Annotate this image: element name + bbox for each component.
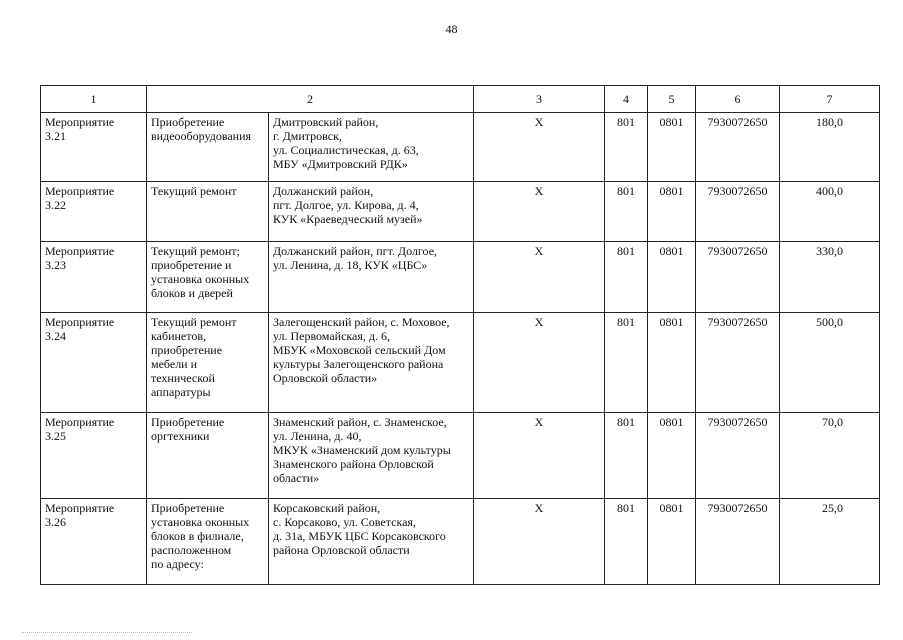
location-cell: Дмитровский район, г. Дмитровск, ул. Социалистическая, д. 63, МБУ «Дмитровский РДК»: [269, 113, 474, 182]
table-row: [41, 113, 880, 182]
event-cell: Мероприятие 3.21: [41, 113, 147, 182]
page-number: 48: [445, 22, 458, 36]
description-cell: Текущий ремонт кабинетов, приобретение мебели и технической аппаратуры: [147, 313, 269, 413]
col6-cell: 7930072650: [696, 182, 780, 242]
col4-cell: 801: [605, 413, 648, 499]
location-cell: Залегощенский район, с. Моховое, ул. Первомайская, д. 6, МБУК «Моховской сельский Дом культуры Залегощенского района Орловской области»: [269, 313, 474, 413]
header-col-3: 3: [474, 86, 605, 113]
description-cell: Текущий ремонт; приобретение и установка оконных блоков и дверей: [147, 242, 269, 313]
header-col-6: 6: [696, 86, 780, 113]
col7-cell: 70,0: [780, 413, 880, 499]
footer-divider: [22, 632, 192, 634]
description-cell: Текущий ремонт: [147, 182, 269, 242]
col6-cell: 7930072650: [696, 242, 780, 313]
description-cell: Приобретение оргтехники: [147, 413, 269, 499]
col5-cell: 0801: [648, 182, 696, 242]
header-col-4: 4: [605, 86, 648, 113]
col7-cell: 330,0: [780, 242, 880, 313]
table-row: [41, 182, 880, 242]
col4-cell: 801: [605, 242, 648, 313]
header-col-7: 7: [780, 86, 880, 113]
col4-cell: 801: [605, 499, 648, 585]
header-row: [41, 86, 880, 113]
event-cell: Мероприятие 3.24: [41, 313, 147, 413]
col3-cell: X: [474, 113, 605, 182]
col3-cell: X: [474, 413, 605, 499]
col3-cell: X: [474, 182, 605, 242]
location-cell: Знаменский район, с. Знаменское, ул. Ленина, д. 40, МКУК «Знаменский дом культуры Знаменского района Орловской области»: [269, 413, 474, 499]
col7-cell: 180,0: [780, 113, 880, 182]
table-row: [41, 499, 880, 585]
col5-cell: 0801: [648, 242, 696, 313]
col7-cell: 400,0: [780, 182, 880, 242]
table-row: [41, 313, 880, 413]
header-col-5: 5: [648, 86, 696, 113]
event-cell: Мероприятие 3.22: [41, 182, 147, 242]
col7-cell: 500,0: [780, 313, 880, 413]
col6-cell: 7930072650: [696, 113, 780, 182]
col5-cell: 0801: [648, 499, 696, 585]
table-row: [41, 242, 880, 313]
table-row: [41, 413, 880, 499]
event-cell: Мероприятие 3.26: [41, 499, 147, 585]
header-col-1: 1: [41, 86, 147, 113]
description-cell: Приобретение установка оконных блоков в филиале, расположенном по адресу:: [147, 499, 269, 585]
description-cell: Приобретение видеооборудования: [147, 113, 269, 182]
col5-cell: 0801: [648, 313, 696, 413]
col7-cell: 25,0: [780, 499, 880, 585]
col6-cell: 7930072650: [696, 413, 780, 499]
col3-cell: X: [474, 313, 605, 413]
col3-cell: X: [474, 499, 605, 585]
location-cell: Должанский район, пгт. Долгое, ул. Кирова, д. 4, КУК «Краеведческий музей»: [269, 182, 474, 242]
col5-cell: 0801: [648, 113, 696, 182]
header-col-2: 2: [147, 86, 474, 113]
col5-cell: 0801: [648, 413, 696, 499]
events-table: [40, 85, 880, 585]
location-cell: Корсаковский район, с. Корсаково, ул. Советская, д. 31а, МБУК ЦБС Корсаковского района Орловской области: [269, 499, 474, 585]
col4-cell: 801: [605, 182, 648, 242]
col4-cell: 801: [605, 113, 648, 182]
col6-cell: 7930072650: [696, 313, 780, 413]
event-cell: Мероприятие 3.25: [41, 413, 147, 499]
col6-cell: 7930072650: [696, 499, 780, 585]
col4-cell: 801: [605, 313, 648, 413]
col3-cell: X: [474, 242, 605, 313]
location-cell: Должанский район, пгт. Долгое, ул. Ленина, д. 18, КУК «ЦБС»: [269, 242, 474, 313]
event-cell: Мероприятие 3.23: [41, 242, 147, 313]
